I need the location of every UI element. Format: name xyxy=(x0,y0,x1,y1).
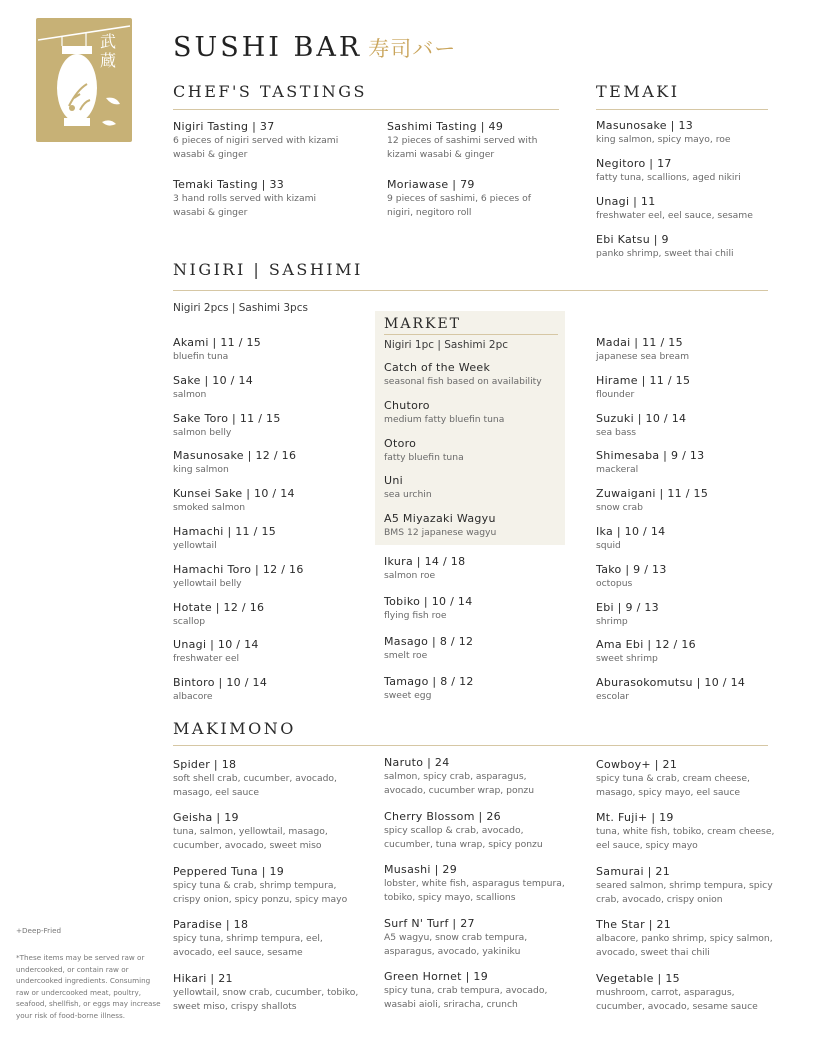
list-item xyxy=(173,373,363,402)
item-name: Masunosake | 13 xyxy=(596,119,694,132)
list-item xyxy=(173,600,363,629)
item-name: A5 Miyazaki Wagyu xyxy=(384,512,496,526)
list-item xyxy=(596,524,781,553)
section-heading-chef: CHEF'S TASTINGS xyxy=(173,82,367,101)
list-item xyxy=(384,969,570,1012)
item-desc: spicy tuna, shrimp tempura, eel, avocado, eel sauce, sesame xyxy=(173,933,323,959)
section-heading-temaki: TEMAKI xyxy=(596,82,680,101)
item-name: Aburasokomutsu | 10 / 14 xyxy=(596,676,746,690)
item-desc: lobster, white fish, asparagus tempura, tobiko, spicy mayo, scallions xyxy=(384,878,565,904)
item-name: Madai | 11 / 15 xyxy=(596,336,683,349)
item-name: Samurai | 21 xyxy=(596,864,671,878)
list-item xyxy=(596,411,781,440)
raw-food-disclaimer: *These items may be served raw or undercooked, or contain raw or undercooked ingredients. Consuming raw or undercooked meat, poultry, seafood, shellfish, or eggs may increase your risk of food-borne illness. xyxy=(16,953,161,1020)
section-heading-makimono: MAKIMONO xyxy=(173,719,296,738)
item-desc: panko shrimp, sweet thai chili xyxy=(596,248,734,259)
divider xyxy=(173,290,768,291)
item-desc: yellowtail, snow crab, cucumber, tobiko, sweet miso, crispy shallots xyxy=(173,986,359,1012)
item-name: Tamago | 8 / 12 xyxy=(384,675,474,688)
item-desc: 6 pieces of nigiri served with kizami wasabi & ginger xyxy=(173,135,339,160)
item-desc: medium fatty bluefin tuna xyxy=(384,413,505,425)
item-name: Uni xyxy=(384,474,403,488)
list-item xyxy=(596,810,782,853)
item-name: Nigiri Tasting | 37 xyxy=(173,120,275,133)
deep-fried-note: +Deep-Fried xyxy=(16,926,62,935)
list-item xyxy=(384,862,570,905)
item-name: Ama Ebi | 12 / 16 xyxy=(596,638,696,652)
list-item xyxy=(596,448,781,477)
item-name: Moriawase | 79 xyxy=(387,178,475,191)
item-name: Hikari | 21 xyxy=(173,971,233,985)
item-desc: king salmon xyxy=(173,464,229,476)
divider xyxy=(173,109,559,110)
list-item xyxy=(596,118,776,147)
item-name: Paradise | 18 xyxy=(173,918,249,932)
item-name: Ika | 10 / 14 xyxy=(596,525,666,538)
item-desc: escolar xyxy=(596,691,630,703)
list-item xyxy=(596,194,776,223)
list-item xyxy=(387,177,552,220)
item-desc: spicy scallop & crab, avocado, cucumber, tuna wrap, spicy ponzu xyxy=(384,824,543,850)
item-desc: sea urchin xyxy=(384,489,432,501)
item-name: Otoro xyxy=(384,436,417,450)
item-name: Ebi | 9 / 13 xyxy=(596,600,659,614)
list-item xyxy=(173,335,363,364)
item-name: Kunsei Sake | 10 / 14 xyxy=(173,487,295,501)
list-item xyxy=(596,637,781,666)
item-name: Mt. Fuji+ | 19 xyxy=(596,811,674,825)
list-item xyxy=(173,177,343,220)
item-desc: tuna, white fish, tobiko, cream cheese, eel sauce, spicy mayo xyxy=(596,826,775,852)
market-subtitle: Nigiri 1pc | Sashimi 2pc xyxy=(384,339,509,351)
list-item xyxy=(384,511,562,540)
item-name: Unagi | 10 / 14 xyxy=(173,638,259,652)
list-item xyxy=(173,637,363,666)
divider xyxy=(173,745,768,746)
item-desc: shrimp xyxy=(596,615,628,627)
item-name: Akami | 11 / 15 xyxy=(173,336,262,349)
list-item xyxy=(384,674,562,703)
title-text: SUSHI BAR xyxy=(173,32,363,63)
item-name: Green Hornet | 19 xyxy=(384,970,488,984)
list-item xyxy=(384,634,562,663)
list-item xyxy=(384,809,570,852)
list-item xyxy=(173,562,363,591)
item-name: Musashi | 29 xyxy=(384,863,457,877)
list-item xyxy=(384,360,562,389)
item-name: Negitoro | 17 xyxy=(596,157,672,170)
list-item xyxy=(596,757,782,800)
list-item xyxy=(173,675,363,704)
list-item xyxy=(173,411,363,440)
item-desc: spicy tuna & crab, shrimp tempura, crispy onion, spicy ponzu, spicy mayo xyxy=(173,879,348,905)
item-desc: king salmon, spicy mayo, roe xyxy=(596,134,731,145)
item-name: Geisha | 19 xyxy=(173,811,239,825)
list-item xyxy=(384,755,570,798)
list-item xyxy=(173,524,363,553)
item-desc: sweet egg xyxy=(384,690,432,701)
item-name: Temaki Tasting | 33 xyxy=(173,178,285,191)
list-item xyxy=(384,594,562,623)
item-desc: albacore, panko shrimp, spicy salmon, avocado, sweet thai chili xyxy=(596,933,773,959)
item-name: Zuwaigani | 11 / 15 xyxy=(596,487,709,501)
item-name: Chutoro xyxy=(384,398,430,412)
item-desc: flounder xyxy=(596,388,635,400)
item-name: Sake | 10 / 14 xyxy=(173,373,254,387)
title-japanese: 寿司バー xyxy=(368,37,457,61)
item-name: Surf N' Turf | 27 xyxy=(384,916,475,930)
item-desc: soft shell crab, cucumber, avocado, masago, eel sauce xyxy=(173,773,337,798)
item-desc: scallop xyxy=(173,615,206,627)
item-desc: seared salmon, shrimp tempura, spicy crab, avocado, crispy onion xyxy=(596,879,773,905)
item-name: Hotate | 12 / 16 xyxy=(173,600,265,614)
item-name: Hamachi Toro | 12 / 16 xyxy=(173,562,304,576)
logo xyxy=(36,18,132,142)
nigiri-subtitle: Nigiri 2pcs | Sashimi 3pcs xyxy=(173,302,308,314)
item-name: Shimesaba | 9 / 13 xyxy=(596,449,705,463)
item-name: Sashimi Tasting | 49 xyxy=(387,120,504,133)
divider xyxy=(384,334,558,335)
item-name: Peppered Tuna | 19 xyxy=(173,864,285,878)
item-name: Cowboy+ | 21 xyxy=(596,758,678,771)
item-desc: salmon, spicy crab, asparagus, avocado, cucumber wrap, ponzu xyxy=(384,771,535,796)
item-desc: snow crab xyxy=(596,502,643,514)
item-name: Spider | 18 xyxy=(173,758,237,771)
list-item xyxy=(173,448,363,477)
item-desc: 3 hand rolls served with kizami wasabi & ginger xyxy=(173,193,317,218)
item-name: Tako | 9 / 13 xyxy=(596,562,667,576)
item-name: Ebi Katsu | 9 xyxy=(596,233,669,246)
item-desc: spicy tuna, crab tempura, avocado, wasabi aioli, sriracha, crunch xyxy=(384,985,548,1011)
item-desc: spicy tuna & crab, cream cheese, masago, spicy mayo, eel sauce xyxy=(596,773,750,798)
item-name: Unagi | 11 xyxy=(596,195,656,208)
item-desc: 12 pieces of sashimi served with kizami wasabi & ginger xyxy=(387,135,538,160)
list-item xyxy=(596,562,781,591)
logo-text: 武蔵 xyxy=(100,32,117,70)
list-item xyxy=(384,436,562,465)
item-name: Tobiko | 10 / 14 xyxy=(384,595,473,608)
list-item xyxy=(384,916,570,959)
item-desc: tuna, salmon, yellowtail, masago, cucumber, avocado, sweet miso xyxy=(173,826,328,852)
item-name: Bintoro | 10 / 14 xyxy=(173,676,268,690)
item-desc: freshwater eel, eel sauce, sesame xyxy=(596,210,753,221)
list-item xyxy=(387,119,562,162)
list-item xyxy=(173,486,363,515)
item-name: Sake Toro | 11 / 15 xyxy=(173,411,281,425)
item-desc: squid xyxy=(596,540,621,551)
section-heading-nigiri: NIGIRI | SASHIMI xyxy=(173,260,363,279)
item-desc: BMS 12 japanese wagyu xyxy=(384,527,497,539)
item-name: Masago | 8 / 12 xyxy=(384,635,474,648)
item-name: Suzuki | 10 / 14 xyxy=(596,411,687,425)
item-desc: seasonal fish based on availability xyxy=(384,376,542,387)
item-desc: fatty bluefin tuna xyxy=(384,451,464,463)
item-name: Hirame | 11 / 15 xyxy=(596,373,691,387)
list-item xyxy=(596,373,781,402)
list-item xyxy=(596,156,776,185)
item-desc: mackeral xyxy=(596,464,639,476)
item-name: The Star | 21 xyxy=(596,918,672,932)
item-name: Naruto | 24 xyxy=(384,756,450,769)
item-desc: octopus xyxy=(596,577,633,589)
item-name: Cherry Blossom | 26 xyxy=(384,809,501,823)
item-name: Masunosake | 12 / 16 xyxy=(173,449,297,463)
item-desc: freshwater eel xyxy=(173,653,240,665)
list-item xyxy=(596,675,781,704)
item-desc: salmon belly xyxy=(173,426,232,438)
divider xyxy=(596,109,768,110)
list-item xyxy=(596,335,781,364)
list-item xyxy=(596,486,781,515)
item-desc: yellowtail xyxy=(173,540,217,551)
list-item xyxy=(596,232,776,261)
list-item xyxy=(173,864,365,907)
list-item xyxy=(173,757,365,800)
item-desc: albacore xyxy=(173,691,213,703)
item-desc: sweet shrimp xyxy=(596,653,658,665)
item-desc: flying fish roe xyxy=(384,610,447,621)
item-desc: japanese sea bream xyxy=(596,351,690,362)
item-name: Ikura | 14 / 18 xyxy=(384,555,466,568)
list-item xyxy=(384,398,562,427)
list-item xyxy=(173,119,343,162)
item-desc: smoked salmon xyxy=(173,502,246,514)
list-item xyxy=(384,554,562,583)
list-item xyxy=(173,810,365,853)
item-desc: fatty tuna, scallions, aged nikiri xyxy=(596,172,741,183)
item-desc: smelt roe xyxy=(384,650,428,661)
item-desc: mushroom, carrot, asparagus, cucumber, avocado, sesame sauce xyxy=(596,986,758,1012)
list-item xyxy=(384,473,562,502)
list-item xyxy=(173,971,365,1014)
item-desc: salmon roe xyxy=(384,570,436,581)
item-desc: bluefin tuna xyxy=(173,351,229,362)
item-desc: sea bass xyxy=(596,426,637,438)
item-name: Hamachi | 11 / 15 xyxy=(173,525,277,538)
item-name: Vegetable | 15 xyxy=(596,971,680,985)
list-item xyxy=(596,917,782,960)
page-title xyxy=(173,32,456,63)
item-desc: A5 wagyu, snow crab tempura, asparagus, avocado, yakiniku xyxy=(384,931,528,957)
item-desc: 9 pieces of sashimi, 6 pieces of nigiri, negitoro roll xyxy=(387,193,531,218)
item-desc: salmon xyxy=(173,388,207,400)
list-item xyxy=(596,971,782,1014)
item-desc: yellowtail belly xyxy=(173,577,242,589)
list-item xyxy=(173,917,365,960)
item-name: Catch of the Week xyxy=(384,361,491,374)
list-item xyxy=(596,864,782,907)
list-item xyxy=(596,600,781,629)
market-heading: MARKET xyxy=(384,316,462,332)
